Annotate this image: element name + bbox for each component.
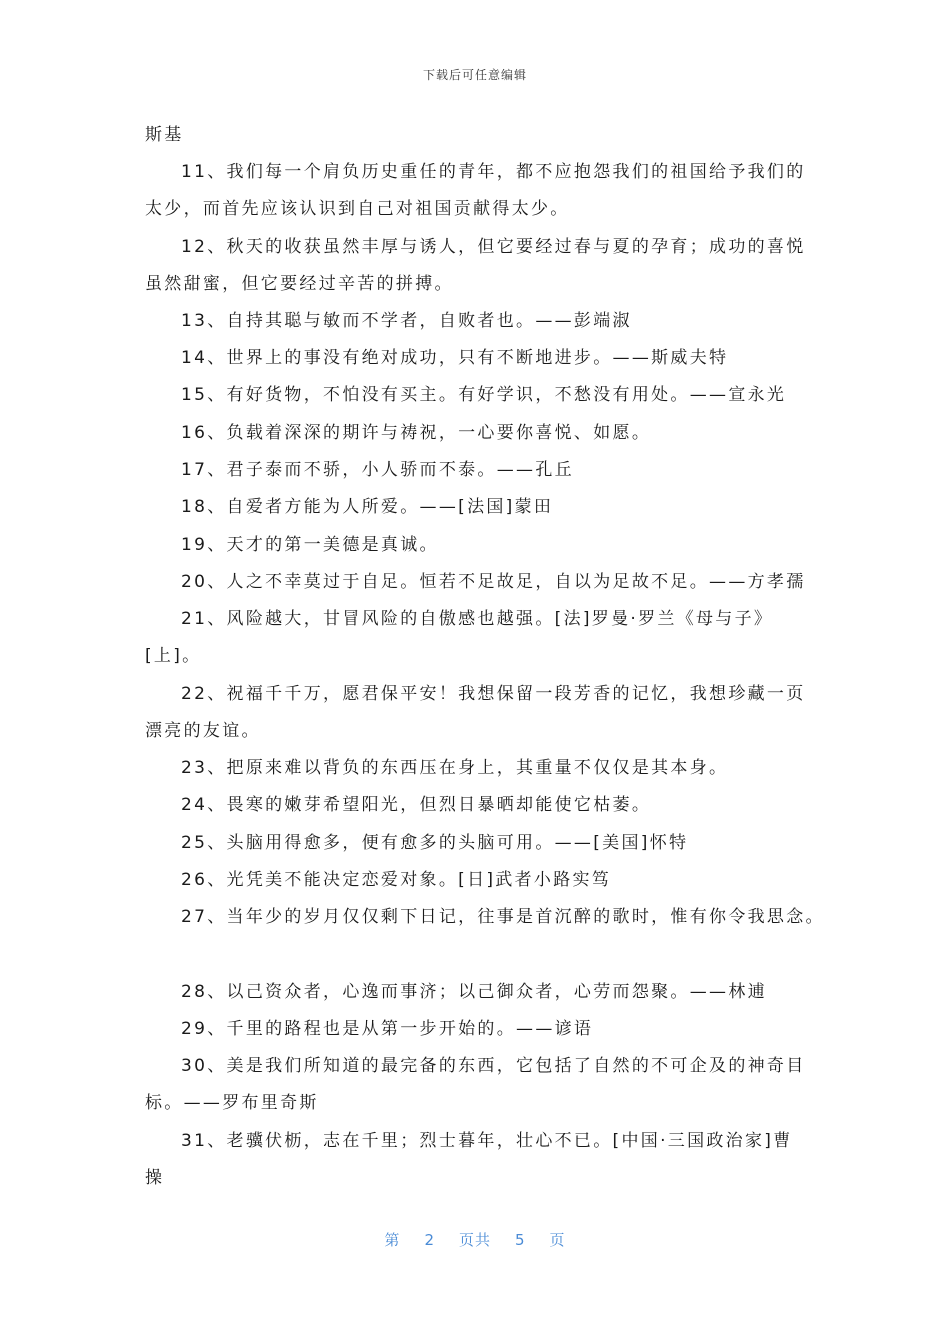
text-line: 22、祝福千千万，愿君保平安！我想保留一段芳香的记忆，我想珍藏一页 xyxy=(181,684,806,704)
text-line: 28、以己资众者，心逸而事济；以己御众者，心劳而怨聚。——林逋 xyxy=(181,982,767,1002)
text-line: 漂亮的友谊。 xyxy=(145,721,261,741)
text-line: 21、风险越大，甘冒风险的自傲感也越强。[法]罗曼·罗兰《母与子》 xyxy=(181,609,774,629)
text-line: [上]。 xyxy=(145,646,202,666)
text-line: 23、把原来难以背负的东西压在身上，其重量不仅仅是其本身。 xyxy=(181,758,729,778)
text-line: 26、光凭美不能决定恋爱对象。[日]武者小路实笃 xyxy=(181,870,612,890)
text-line: 14、世界上的事没有绝对成功，只有不断地进步。——斯威夫特 xyxy=(181,348,729,368)
text-line: 17、君子泰而不骄，小人骄而不泰。——孔丘 xyxy=(181,460,574,480)
text-line: 标。——罗布里奇斯 xyxy=(145,1093,319,1113)
text-line: 操 xyxy=(145,1168,165,1188)
page-footer xyxy=(0,1229,950,1250)
text-line: 29、千里的路程也是从第一步开始的。——谚语 xyxy=(181,1019,594,1039)
text-line: 15、有好货物，不怕没有买主。有好学识，不愁没有用处。——宣永光 xyxy=(181,385,787,405)
text-line: 虽然甜蜜，但它要经过辛苦的拼搏。 xyxy=(145,274,454,294)
text-line: 13、自持其聪与敏而不学者，自败者也。——彭端淑 xyxy=(181,311,632,331)
text-line: 11、我们每一个肩负历史重任的青年，都不应抱怨我们的祖国给予我们的 xyxy=(181,162,806,182)
page-suffix: 页 xyxy=(549,1231,566,1249)
text-line: 16、负载着深深的期许与祷祝，一心要你喜悦、如愿。 xyxy=(181,423,652,443)
text-line: 斯基 xyxy=(145,125,184,145)
text-line: 30、美是我们所知道的最完备的东西，它包括了自然的不可企及的神奇目 xyxy=(181,1056,806,1076)
text-line: 12、秋天的收获虽然丰厚与诱人，但它要经过春与夏的孕育；成功的喜悦 xyxy=(181,237,806,257)
page-separator: 页共 xyxy=(458,1231,491,1249)
text-line: 24、畏寒的嫩芽希望阳光，但烈日暴晒却能使它枯萎。 xyxy=(181,795,652,815)
text-line: 20、人之不幸莫过于自足。恒若不足故足，自以为足故不足。——方孝孺 xyxy=(181,572,806,592)
text-line: 25、头脑用得愈多，便有愈多的头脑可用。——[美国]怀特 xyxy=(181,833,689,853)
total-pages: 5 xyxy=(515,1231,526,1249)
text-line: 太少，而首先应该认识到自己对祖国贡献得太少。 xyxy=(145,199,570,219)
page-header: 下载后可任意编辑 xyxy=(422,68,527,82)
page-label: 第 xyxy=(384,1231,401,1249)
text-line: 19、天才的第一美德是真诚。 xyxy=(181,535,439,555)
text-line: 18、自爱者方能为人所爱。——[法国]蒙田 xyxy=(181,497,554,517)
text-line: 27、当年少的岁月仅仅剩下日记，往事是首沉醉的歌时，惟有你令我思念。 xyxy=(181,907,825,927)
page-number: 2 xyxy=(424,1231,435,1249)
text-line: 31、老骥伏枥，志在千里；烈士暮年，壮心不已。[中国·三国政治家]曹 xyxy=(181,1131,793,1151)
